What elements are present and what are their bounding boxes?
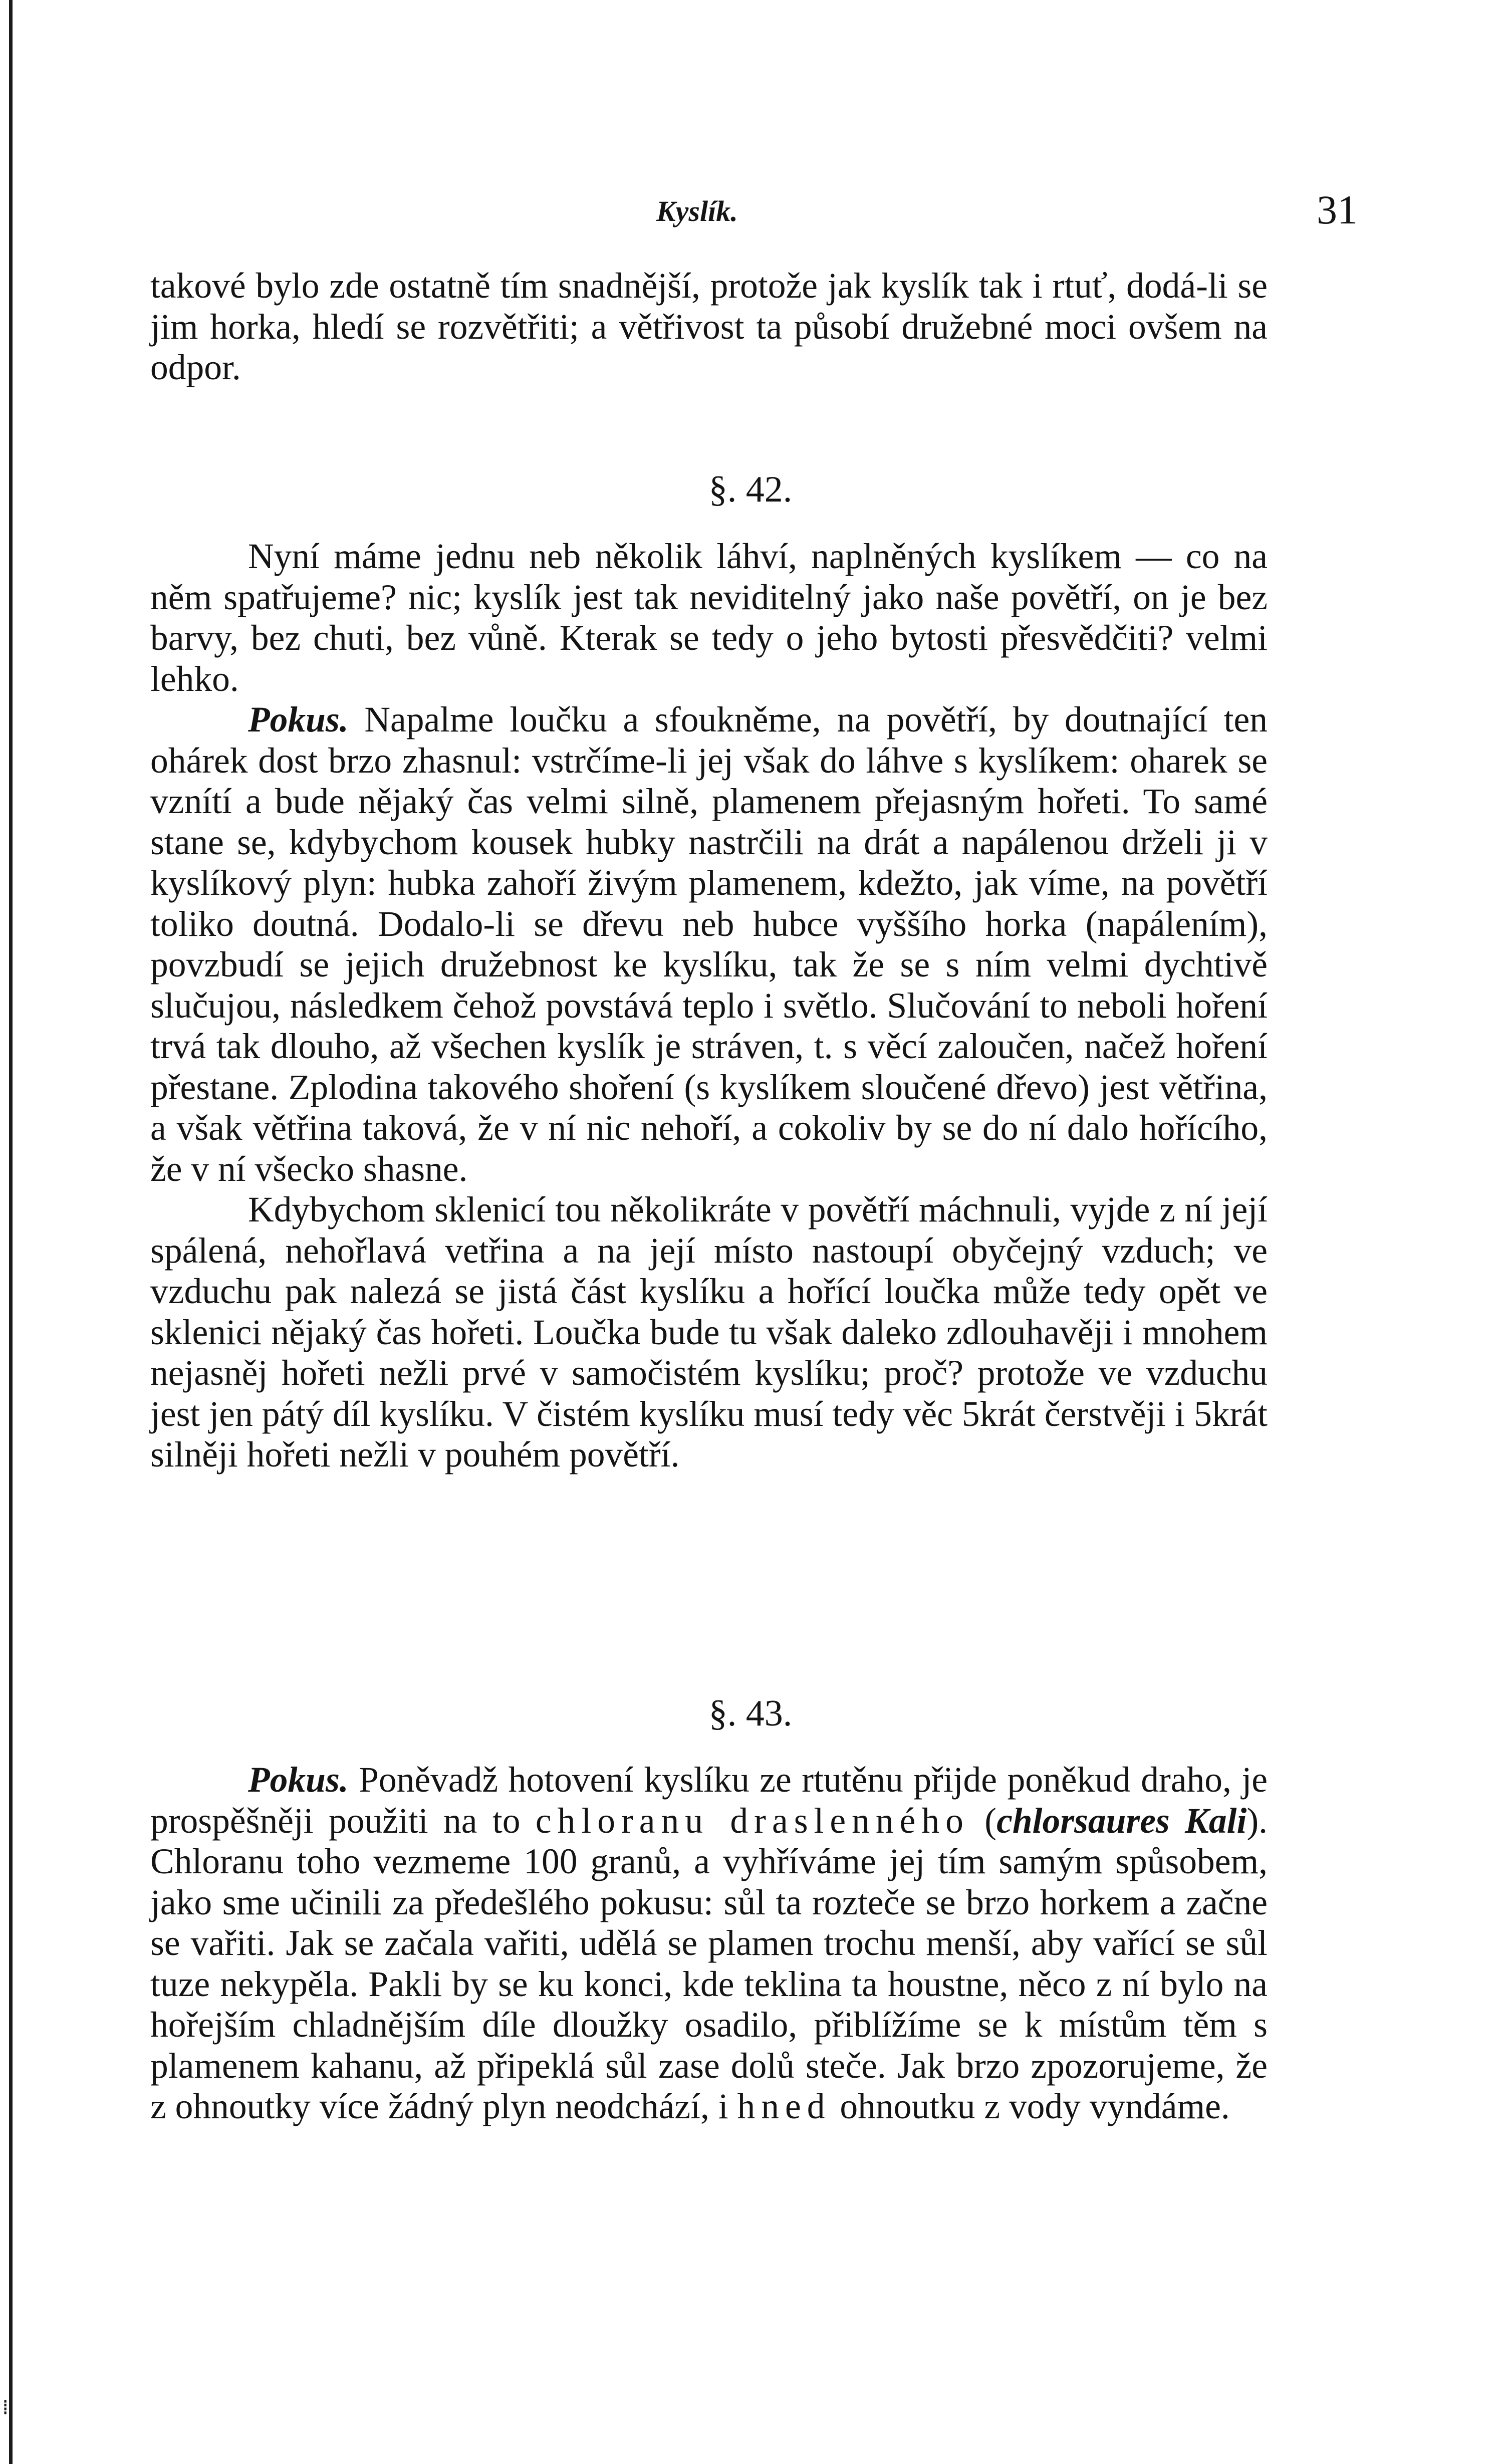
emphasized-word: hned	[737, 2087, 831, 2126]
page-spine-edge	[9, 0, 13, 2464]
section-43-paragraph-1	[150, 1760, 1268, 2127]
spine-mark: ⁞	[2, 2395, 9, 2419]
intro-paragraph	[150, 266, 1268, 388]
experiment-label: Pokus.	[248, 700, 349, 740]
experiment-text-a: Poněvadž hotovení kyslíku ze rtutěnu přijde poněkud draho, je prospěšněji použiti na to	[150, 1760, 1268, 1841]
section-42-paragraph-2	[150, 699, 1268, 1189]
experiment-text-b: (	[969, 1801, 997, 1841]
section-42-paragraph-3: Kdybychom sklenicí tou několikráte v povětří máchnuli, vyjde z ní její spálená, nehořlavá vetřina a na její místo nastoupí obyčejný vzduch; ve vzduchu pak nalezá se jistá část kyslíku a hořící loučka může tedy opět ve sklenici nějaký čas hořeti. Loučka bude tu však daleko zdlouhavěji i mnohem nejasněj hořeti nežli prvé v samočistém kyslíku; proč? protože ve vzduchu jest jen pátý díl kyslíku. V čistém kyslíku musí tedy věc 5krát čerstvěji i 5krát silněji hořeti nežli v pouhém povětří.	[150, 1190, 1268, 1474]
experiment-text-c: ). Chloranu toho vezmeme 100 granů, a vyhříváme jej tím samým spůsobem, jako sme učinili za předešlého pokusu: sůl ta rozteče se brzo horkem a začne se vařiti. Jak se začala vařiti, udělá se plamen trochu menší, aby vařící se sůl tuze nekypěla. Pakli by se ku konci, kde teklina ta houstne, něco z ní bylo na hořejším chladnějším díle dloužky osadilo, přiblížíme se k místům těm s plamenem kahanu, až připeklá sůl zase dolů steče. Jak brzo zpozorujeme, že z ohnoutky více žádný plyn neodchází, i	[150, 1801, 1268, 2126]
experiment-text: Napalme loučku a sfoukněme, na povětří, by doutnající ten ohárek dost brzo zhasnul: vstrčíme-li jej však do láhve s kyslíkem: oharek se vznítí a bude nějaký čas velmi silně, plamenem přejasným hořeti. To samé stane se, kdybychom kousek hubky nastrčili na drát a napálenou drželi ji v kyslíkový plyn: hubka zahoří živým plamenem, kdežto, jak víme, na povětří toliko doutná. Dodalo-li se dřevu neb hubce vyššího horka (napálením), povzbudí se jejich družebnost ke kyslíku, tak že se s ním velmi dychtivě slučujou, následkem čehož povstává teplo i světlo. Slučování to neboli hoření trvá tak dlouho, až všechen kyslík je stráven, t. s věcí zaloučen, načež hoření přestane. Zplodina takového shoření (s kyslíkem sloučené dřevo) jest větřina, a však větřina taková, že v ní nic nehoří, a cokoliv by se do ní dalo hořícího, že v ní všecko shasne.	[150, 700, 1268, 1189]
german-chemical-name: chlorsaures Kali	[996, 1801, 1247, 1841]
running-header-title: Kyslík.	[656, 195, 738, 227]
section-43-body	[150, 1760, 1268, 2127]
experiment-label: Pokus.	[248, 1760, 349, 1800]
intro-text: takové bylo zde ostatně tím snadnější, protože jak kyslík tak i rtuť, dodá-li se jim horka, hledí se rozvětřiti; a větřivost ta působí družebné moci ovšem na odpor.	[150, 266, 1268, 387]
chemical-name-spaced: chloranu draslenného	[535, 1801, 969, 1841]
section-43-heading: §. 43.	[708, 1693, 793, 1734]
page-number: 31	[1317, 187, 1358, 232]
section-42-heading: §. 42.	[708, 469, 793, 510]
section-42-paragraph-1: Nyní máme jednu neb několik láhví, naplněných kyslíkem — co na něm spatřujeme? nic; kyslík jest tak neviditelný jako naše povětří, on je bez barvy, bez chuti, bez vůně. Kterak se tedy o jeho bytosti přesvědčiti? velmi lehko.	[150, 537, 1268, 699]
experiment-text-d: ohnoutku z vody vyndáme.	[831, 2087, 1230, 2126]
section-42-body	[150, 536, 1268, 1475]
